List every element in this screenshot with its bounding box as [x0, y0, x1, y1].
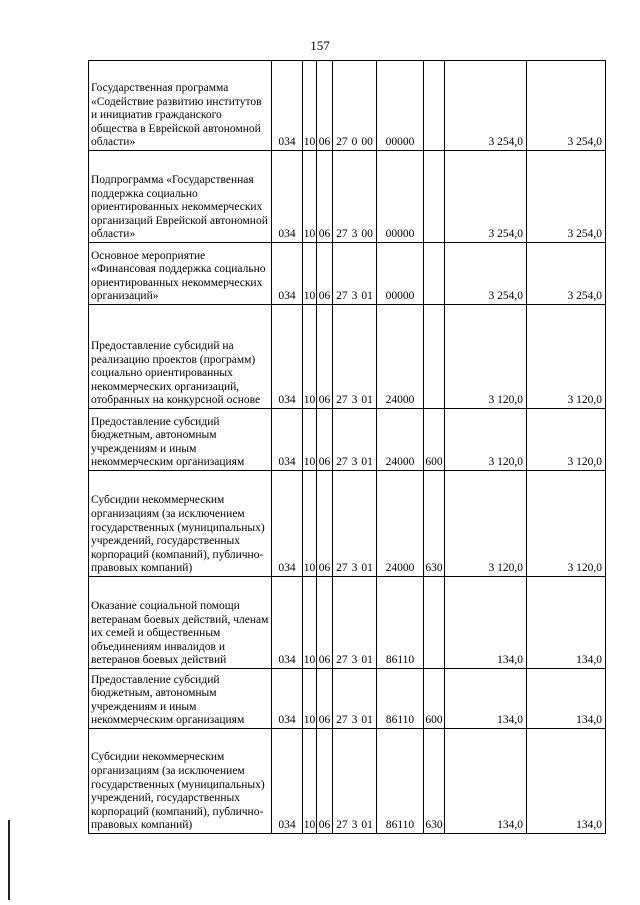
amount-year-2: 3 120,0	[527, 471, 606, 577]
amount-year-1: 134,0	[445, 669, 527, 729]
main-event-code: 00	[361, 136, 373, 149]
program-code: 27	[336, 290, 348, 303]
margin-line	[8, 820, 10, 900]
table-row	[89, 471, 606, 577]
subsection-code: 06	[317, 151, 333, 243]
amount-year-1: 3 120,0	[445, 409, 527, 471]
target-article-code	[333, 409, 377, 471]
row-name: Подпрограмма «Государственная поддержка социально ориентированных некоммерческих организаций Еврейской автономной области»	[89, 151, 272, 243]
amount-year-2: 3 254,0	[527, 243, 606, 305]
direction-code: 00000	[377, 243, 424, 305]
program-code: 27	[336, 136, 348, 149]
table-row	[89, 409, 606, 471]
section-code: 10	[303, 471, 317, 577]
main-event-code: 01	[361, 819, 373, 832]
subprogram-code: 3	[351, 228, 358, 241]
target-article-code	[333, 305, 377, 409]
amount-year-1: 3 254,0	[445, 151, 527, 243]
table-row	[89, 61, 606, 151]
table-row	[89, 577, 606, 669]
expense-type-code: 600	[424, 669, 445, 729]
row-name: Предоставление субсидий на реализацию проектов (программ) социально ориентированных некоммерческих организаций, отобранных на конкурсной основе	[89, 305, 272, 409]
program-code: 27	[336, 562, 348, 575]
row-name: Государственная программа «Содействие развитию институтов и инициатив гражданского общества в Еврейской автономной области»	[89, 61, 272, 151]
target-article-code	[333, 151, 377, 243]
amount-year-2: 134,0	[527, 577, 606, 669]
main-event-code: 01	[361, 714, 373, 727]
table-body	[89, 61, 606, 834]
section-code: 10	[303, 729, 317, 834]
table-row	[89, 305, 606, 409]
table-row	[89, 729, 606, 834]
target-article-code	[333, 471, 377, 577]
main-event-code: 01	[361, 394, 373, 407]
amount-year-1: 3 254,0	[445, 243, 527, 305]
direction-code: 86110	[377, 577, 424, 669]
section-code: 10	[303, 243, 317, 305]
ministry-code: 034	[272, 305, 303, 409]
expense-type-code	[424, 577, 445, 669]
subsection-code: 06	[317, 409, 333, 471]
direction-code: 86110	[377, 669, 424, 729]
subprogram-code: 3	[351, 394, 358, 407]
direction-code: 24000	[377, 409, 424, 471]
target-article-code	[333, 577, 377, 669]
main-event-code: 01	[361, 290, 373, 303]
section-code: 10	[303, 669, 317, 729]
table-row	[89, 669, 606, 729]
main-event-code: 00	[361, 228, 373, 241]
program-code: 27	[336, 654, 348, 667]
subprogram-code: 3	[351, 562, 358, 575]
section-code: 10	[303, 577, 317, 669]
subprogram-code: 3	[351, 819, 358, 832]
ministry-code: 034	[272, 471, 303, 577]
amount-year-1: 134,0	[445, 577, 527, 669]
amount-year-1: 3 120,0	[445, 305, 527, 409]
direction-code: 00000	[377, 151, 424, 243]
ministry-code: 034	[272, 409, 303, 471]
direction-code: 24000	[377, 471, 424, 577]
main-event-code: 01	[361, 456, 373, 469]
subprogram-code: 3	[351, 290, 358, 303]
expense-type-code	[424, 243, 445, 305]
program-code: 27	[336, 819, 348, 832]
program-code: 27	[336, 394, 348, 407]
expense-type-code: 630	[424, 729, 445, 834]
row-name: Основное мероприятие «Финансовая поддержка социально ориентированных некоммерческих организаций»	[89, 243, 272, 305]
section-code: 10	[303, 305, 317, 409]
ministry-code: 034	[272, 729, 303, 834]
expense-type-code	[424, 305, 445, 409]
target-article-code	[333, 729, 377, 834]
main-event-code: 01	[361, 654, 373, 667]
section-code: 10	[303, 151, 317, 243]
expense-type-code: 600	[424, 409, 445, 471]
page-number: 157	[310, 38, 330, 53]
row-name: Предоставление субсидий бюджетным, автономным учреждениям и иным некоммерческим организациям	[89, 409, 272, 471]
amount-year-1: 134,0	[445, 729, 527, 834]
amount-year-2: 134,0	[527, 729, 606, 834]
subprogram-code: 0	[351, 136, 358, 149]
amount-year-2: 3 254,0	[527, 151, 606, 243]
amount-year-2: 3 254,0	[527, 61, 606, 151]
subprogram-code: 3	[351, 456, 358, 469]
direction-code: 00000	[377, 61, 424, 151]
row-name: Субсидии некоммерческим организациям (за исключением государственных (муниципальных) учреждений, государственных корпораций (компаний), публично-правовых компаний)	[89, 729, 272, 834]
expense-type-code	[424, 151, 445, 243]
program-code: 27	[336, 228, 348, 241]
subsection-code: 06	[317, 61, 333, 151]
subsection-code: 06	[317, 669, 333, 729]
direction-code: 24000	[377, 305, 424, 409]
subprogram-code: 3	[351, 714, 358, 727]
program-code: 27	[336, 714, 348, 727]
table-row	[89, 243, 606, 305]
row-name: Субсидии некоммерческим организациям (за исключением государственных (муниципальных) учреждений, государственных корпораций (компаний), публично-правовых компаний)	[89, 471, 272, 577]
program-code: 27	[336, 456, 348, 469]
subsection-code: 06	[317, 471, 333, 577]
ministry-code: 034	[272, 61, 303, 151]
amount-year-1: 3 254,0	[445, 61, 527, 151]
ministry-code: 034	[272, 669, 303, 729]
ministry-code: 034	[272, 151, 303, 243]
subsection-code: 06	[317, 243, 333, 305]
ministry-code: 034	[272, 243, 303, 305]
subprogram-code: 3	[351, 654, 358, 667]
target-article-code	[333, 669, 377, 729]
amount-year-2: 3 120,0	[527, 409, 606, 471]
section-code: 10	[303, 61, 317, 151]
amount-year-1: 3 120,0	[445, 471, 527, 577]
target-article-code	[333, 61, 377, 151]
subsection-code: 06	[317, 305, 333, 409]
amount-year-2: 3 120,0	[527, 305, 606, 409]
subsection-code: 06	[317, 729, 333, 834]
section-code: 10	[303, 409, 317, 471]
expense-type-code: 630	[424, 471, 445, 577]
table-row	[89, 151, 606, 243]
amount-year-2: 134,0	[527, 669, 606, 729]
direction-code: 86110	[377, 729, 424, 834]
main-event-code: 01	[361, 562, 373, 575]
target-article-code	[333, 243, 377, 305]
ministry-code: 034	[272, 577, 303, 669]
subsection-code: 06	[317, 577, 333, 669]
row-name: Оказание социальной помощи ветеранам боевых действий, членам их семей и общественным объединениям инвалидов и ветеранов боевых действий	[89, 577, 272, 669]
budget-table	[88, 60, 606, 834]
row-name: Предоставление субсидий бюджетным, автономным учреждениям и иным некоммерческим организациям	[89, 669, 272, 729]
expense-type-code	[424, 61, 445, 151]
